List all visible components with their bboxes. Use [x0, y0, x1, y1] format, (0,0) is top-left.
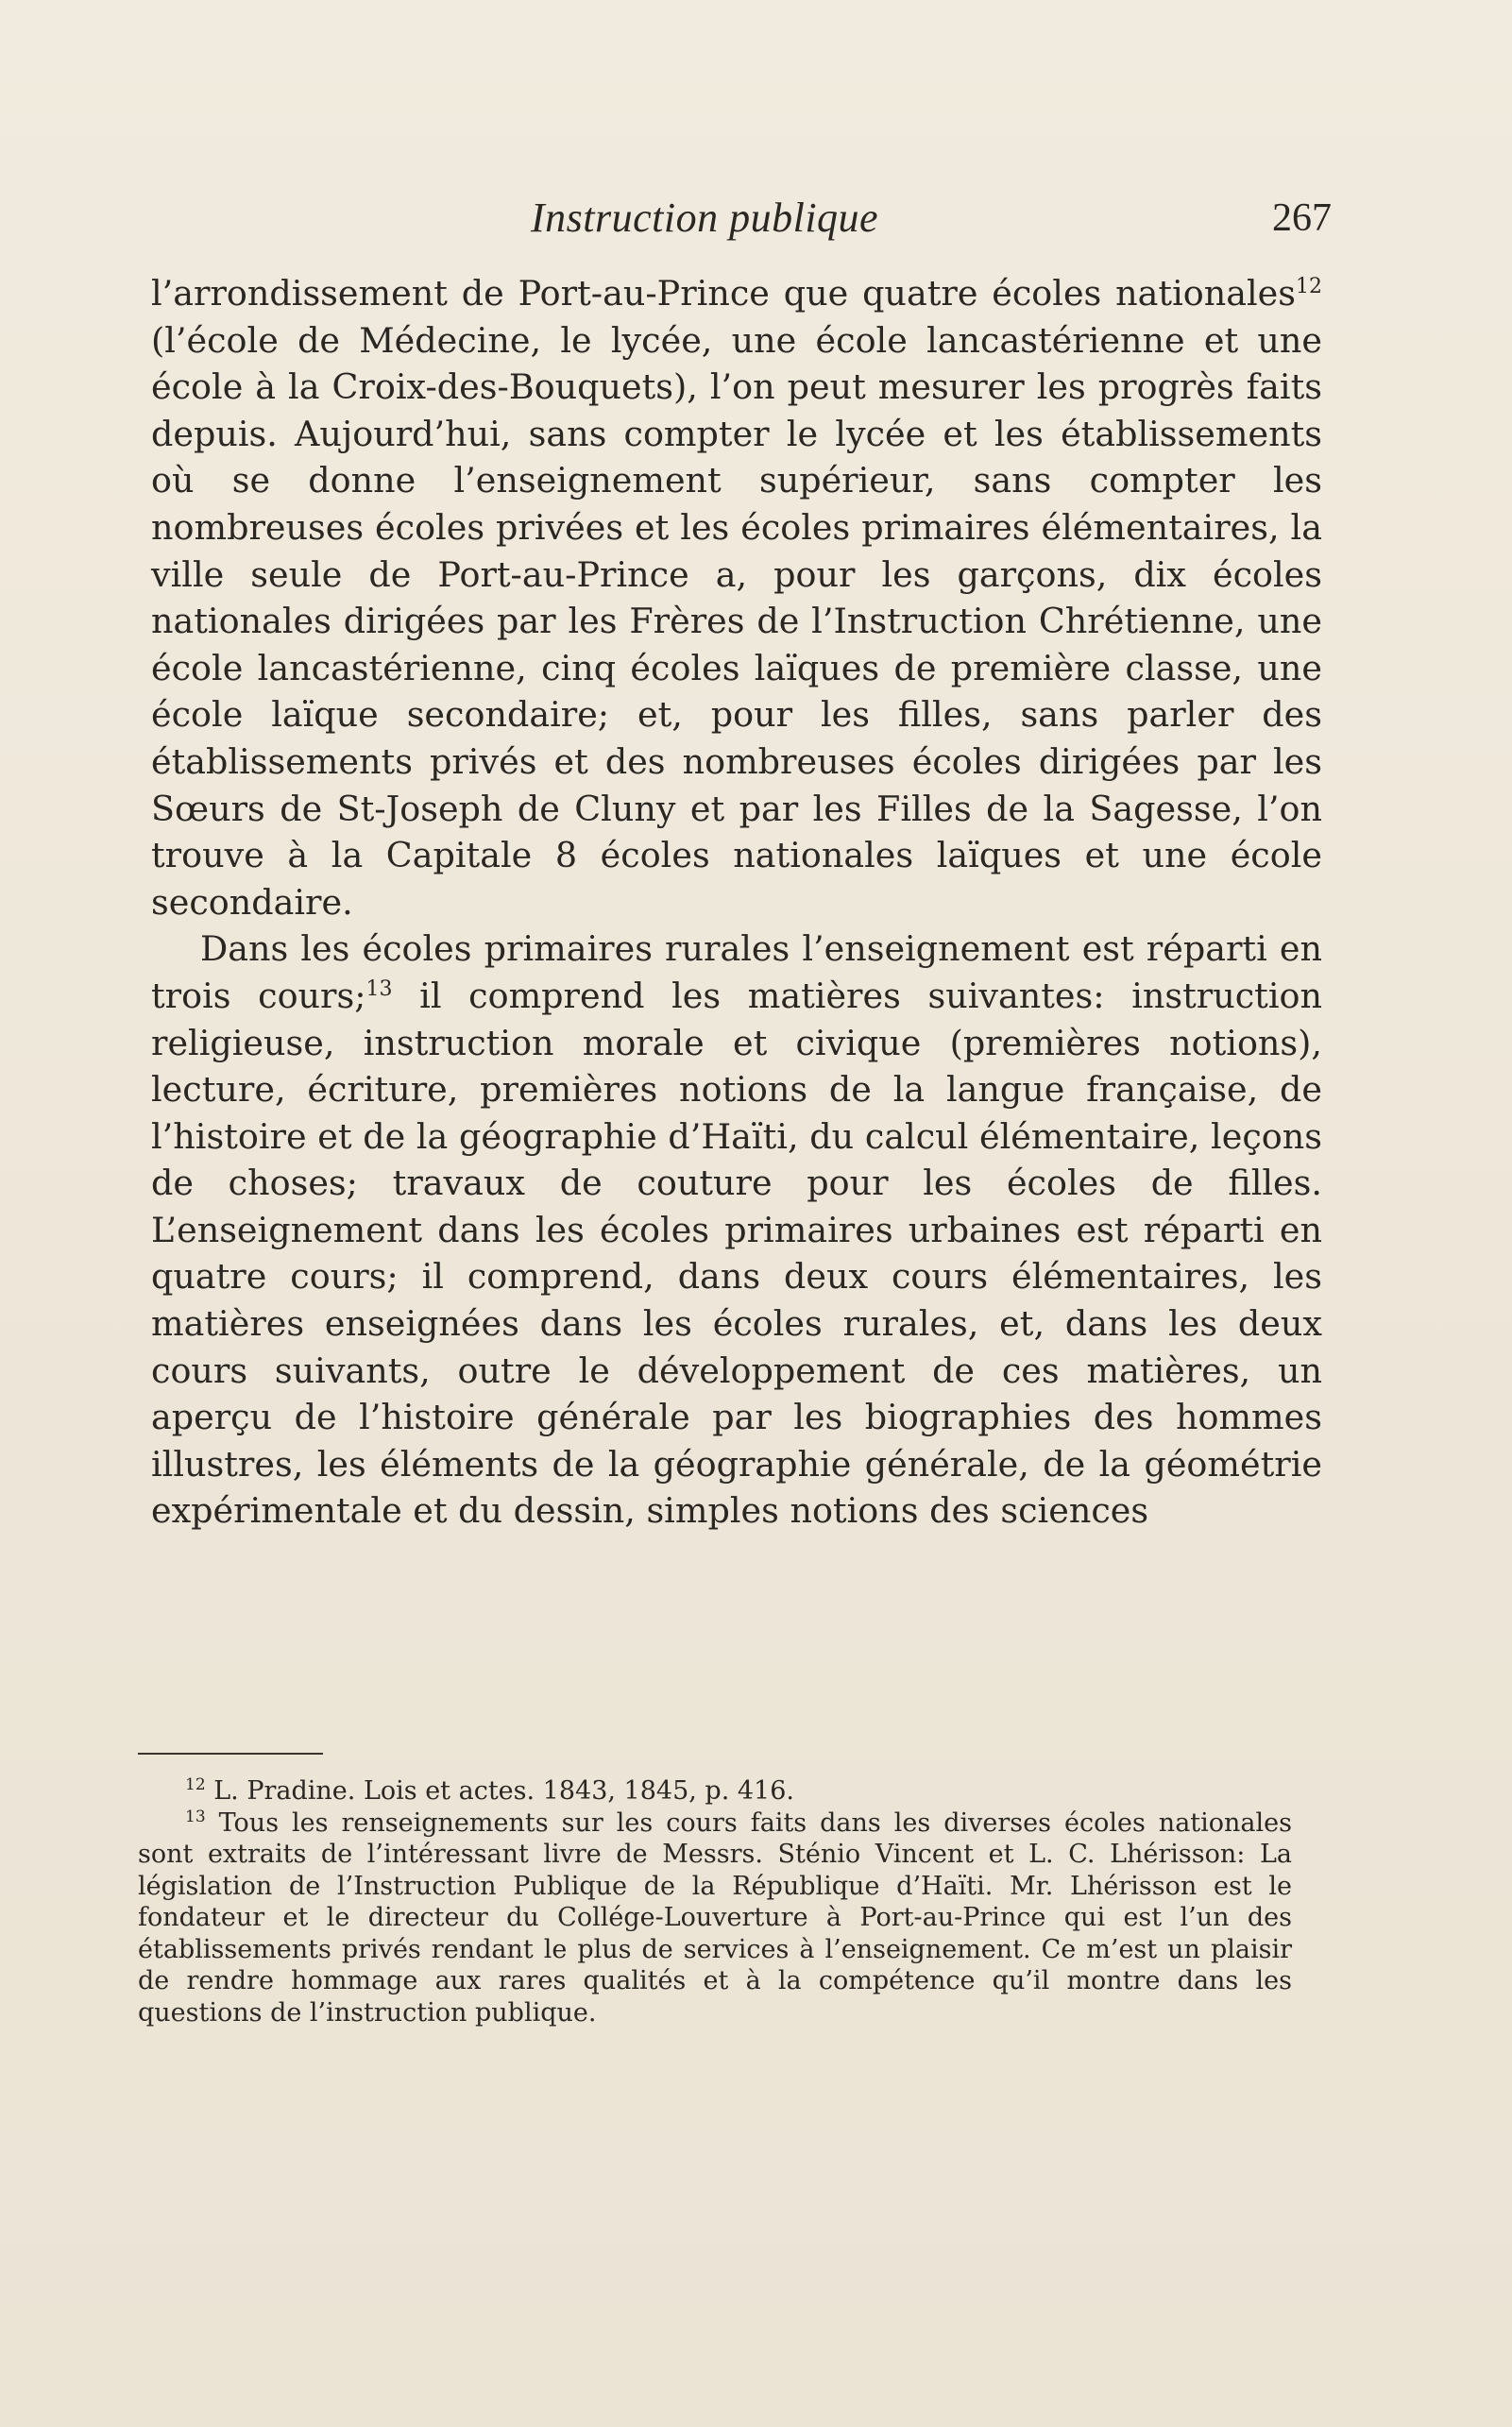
- footnote-12-text: L. Pradine. Lois et actes. 1843, 1845, p. 416.: [205, 1776, 795, 1806]
- footnotes: [138, 1775, 1292, 2028]
- running-title: Instruction publique: [531, 195, 879, 241]
- paragraph-1: [151, 270, 1322, 925]
- footnote-ref-12: 12: [1296, 274, 1322, 298]
- footnote-12: [138, 1775, 1292, 1808]
- footnote-13-text: Tous les renseignements sur les cours faits dans les diverses écoles nationales sont extraits de l’intéressant livre de Messrs. Sténio Vincent et L. C. Lhérisson: La législation de l’Instruction Publique de la République d’Haïti. Mr. Lhérisson est le fondateur et le directeur du Collége-Louverture à Port-au-Prince qui est l’un des établissements privés rendant le plus de services à l’enseignement. Ce m’est un plaisir de rendre hommage aux rares qualités et à la compétence qu’il montre dans les questions de l’instruction publique.: [138, 1808, 1292, 2028]
- paragraph-2-rest: il comprend les matières suivantes: instruction religieuse, instruction morale et civique (premières notions), lecture, écriture, premières notions de la langue française, de l’histoire et de la géographie d’Haïti, du calcul élémentaire, leçons de choses; travaux de couture pour les écoles de filles. L’enseignement dans les écoles primaires urbaines est réparti en quatre cours; il comprend, dans deux cours élémentaires, les matières enseignées dans les écoles rurales, et, dans les deux cours suivants, outre le développement de ces matières, un aperçu de l’histoire générale par les biographies des hommes illustres, les éléments de la géographie générale, de la géométrie expérimentale et du dessin, simples notions des sciences: [151, 975, 1322, 1532]
- footnote-13: [138, 1808, 1292, 2029]
- paragraph-2: [151, 925, 1322, 1535]
- paragraph-1-rest: (l’école de Médecine, le lycée, une école lancastérienne et une école à la Croix-des-Bouquets), l’on peut mesurer les progrès faits depuis. Aujourd’hui, sans compter le lycée et les établissements où se donne l’enseignement supérieur, sans compter les nombreuses écoles privées et les écoles primaires élémentaires, la ville seule de Port-au-Prince a, pour les garçons, dix écoles nationales dirigées par les Frères de l’Instruction Chrétienne, une école lancastérienne, cinq écoles laïques de première classe, une école laïque secondaire; et, pour les filles, sans parler des établissements privés et des nombreuses écoles dirigées par les Sœurs de St-Joseph de Cluny et par les Filles de la Sagesse, l’on trouve à la Capitale 8 écoles nationales laïques et une école secondaire.: [151, 319, 1322, 923]
- footnote-divider: [138, 1753, 323, 1755]
- paragraph-2-start: Dans les écoles primaires rurales l’enseignement est réparti en trois cours;: [151, 928, 1322, 1016]
- footnote-ref-13: 13: [365, 976, 393, 1001]
- paragraph-1-start: l’arrondissement de Port-au-Prince que quatre écoles nationales: [151, 273, 1296, 314]
- page-header: [161, 194, 1332, 250]
- body-text: [151, 270, 1322, 1535]
- footnote-12-number: 12: [185, 1775, 206, 1794]
- page-number: 267: [1272, 196, 1332, 240]
- footnote-13-number: 13: [185, 1807, 206, 1826]
